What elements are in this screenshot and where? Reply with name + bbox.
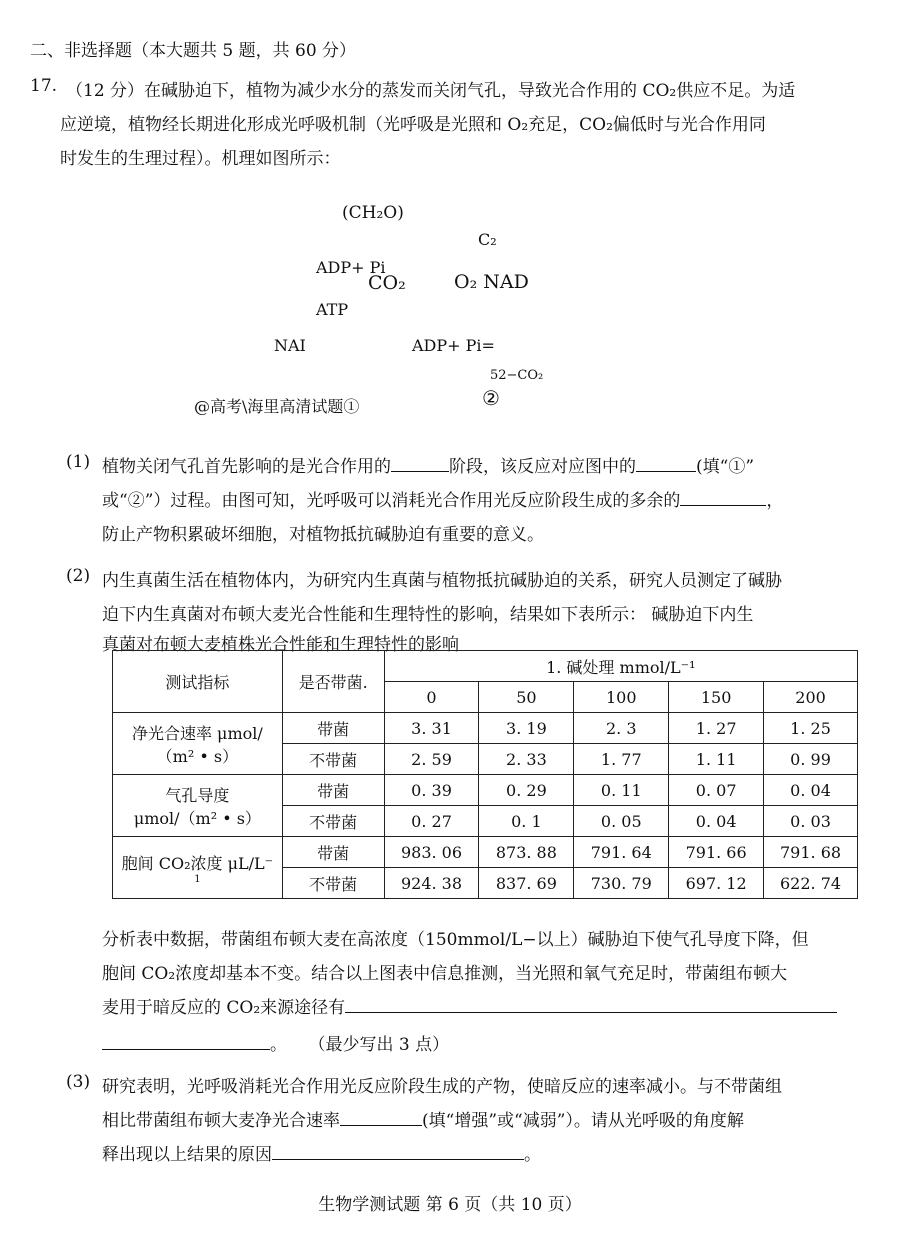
answer-blank-co2-sources[interactable] <box>345 996 837 1013</box>
diagram-atp: ATP <box>316 300 349 319</box>
fungus-cell: 不带菌 <box>282 806 384 837</box>
value-cell: 0. 27 <box>384 806 479 837</box>
part3-line3-text-b: 。 <box>524 1145 541 1165</box>
value-cell: 1. 11 <box>669 744 764 775</box>
value-cell: 1. 27 <box>669 713 764 744</box>
part3-line1: 研究表明，光呼吸消耗光合作用光反应阶段生成的产物，使暗反应的速率减小。与不带菌组 <box>102 1077 782 1097</box>
concentration-cell: 50 <box>479 682 574 713</box>
question-intro-line3: 时发生的生理过程）。机理如图所示： <box>60 149 341 169</box>
indicator-line: （m² • s） <box>156 746 239 766</box>
answer-blank-reason[interactable] <box>272 1143 524 1160</box>
table-caption: 真菌对布顿大麦植株光合性能和生理特性的影响 <box>102 635 459 655</box>
diagram-c2: C₂ <box>478 230 497 249</box>
fungus-cell: 不带菌 <box>282 868 384 899</box>
diagram-circle-2: ② <box>482 386 500 410</box>
concentration-cell: 200 <box>764 682 858 713</box>
analysis-line4 <box>102 1030 449 1055</box>
section-header: 二、非选择题（本大题共 5 题，共 60 分） <box>30 41 357 61</box>
part2-line2: 迫下内生真菌对布顿大麦光合性能和生理特性的影响，结果如下表所示： 碱胁迫下内生 <box>102 605 754 625</box>
part1-line3: 防止产物积累破坏细胞，对植物抵抗碱胁迫有重要的意义。 <box>102 525 544 545</box>
table-row <box>113 837 858 868</box>
part1-text-c: (填“①” <box>696 457 755 477</box>
value-cell: 791. 66 <box>669 837 764 868</box>
indicator-line: 净光合速率 μmol/ <box>131 723 263 743</box>
value-cell: 697. 12 <box>669 868 764 899</box>
value-cell: 983. 06 <box>384 837 479 868</box>
part2-number: (2) <box>66 566 91 586</box>
value-cell: 3. 19 <box>479 713 574 744</box>
question-intro-line1: （12 分）在碱胁迫下，植物为减少水分的蒸发而关闭气孔，导致光合作用的 CO₂供应不足。为适 <box>66 81 796 101</box>
table-row <box>113 713 858 744</box>
diagram-o2-nad: O₂ NAD <box>454 271 529 293</box>
value-cell: 0. 05 <box>574 806 669 837</box>
value-cell: 873. 88 <box>479 837 574 868</box>
indicator-line: 胞间 CO₂浓度 μL/L⁻ <box>121 853 274 873</box>
part2-line1: 内生真菌生活在植物体内，为研究内生真菌与植物抵抗碱胁迫的关系，研究人员测定了碱胁 <box>102 571 782 591</box>
answer-blank-process[interactable] <box>636 455 696 472</box>
value-cell: 0. 07 <box>669 775 764 806</box>
indicator-intercellular-co2 <box>113 837 283 899</box>
value-cell: 0. 1 <box>479 806 574 837</box>
value-cell: 0. 03 <box>764 806 858 837</box>
value-cell: 0. 99 <box>764 744 858 775</box>
value-cell: 2. 59 <box>384 744 479 775</box>
fungus-cell: 带菌 <box>282 837 384 868</box>
part1-number: (1) <box>66 452 91 472</box>
part3-line2-text-b: (填“增强”或“减弱”）。请从光呼吸的角度解 <box>422 1111 744 1131</box>
value-cell: 0. 29 <box>479 775 574 806</box>
answer-blank-products[interactable] <box>680 489 766 506</box>
indicator-net-photosynthesis <box>113 713 283 775</box>
concentration-cell: 150 <box>669 682 764 713</box>
value-cell: 2. 3 <box>574 713 669 744</box>
question-intro-line2: 应逆境，植物经长期进化形成光呼吸机制（光呼吸是光照和 O₂充足，CO₂偏低时与光合作用同 <box>60 115 766 135</box>
analysis-line2: 胞间 CO₂浓度却基本不变。结合以上图表中信息推测，当光照和氧气充足时，带菌组布顿大 <box>102 964 788 984</box>
diagram-watermark: @高考\海里高清试题① <box>194 397 360 416</box>
value-cell: 837. 69 <box>479 868 574 899</box>
value-cell: 0. 11 <box>574 775 669 806</box>
analysis-line3 <box>102 993 837 1018</box>
value-cell: 622. 74 <box>764 868 858 899</box>
value-cell: 791. 68 <box>764 837 858 868</box>
answer-blank-rate-change[interactable] <box>340 1109 422 1126</box>
part1-text-b: 阶段，该反应对应图中的 <box>449 457 636 477</box>
table-row <box>113 775 858 806</box>
fungus-cell: 带菌 <box>282 775 384 806</box>
part3-line2-text-a: 相比带菌组布顿大麦净光合速率 <box>102 1111 340 1131</box>
concentration-cell: 0 <box>384 682 479 713</box>
value-cell: 924. 38 <box>384 868 479 899</box>
part1-text-e: ， <box>766 491 784 511</box>
value-cell: 1. 77 <box>574 744 669 775</box>
indicator-line: 1 <box>194 873 201 885</box>
part3-number: (3) <box>66 1072 91 1092</box>
value-cell: 2. 33 <box>479 744 574 775</box>
diagram-ch2o: (CH₂O) <box>342 203 404 223</box>
diagram-co2: CO₂ <box>368 272 406 294</box>
value-cell: 730. 79 <box>574 868 669 899</box>
answer-blank-co2-sources-cont[interactable] <box>102 1033 270 1050</box>
fungus-cell: 不带菌 <box>282 744 384 775</box>
analysis-note: （最少写出 3 点） <box>317 1035 450 1055</box>
concentration-cell: 100 <box>574 682 669 713</box>
diagram-adp-pi-1: ADP+ Pi <box>316 258 386 277</box>
diagram-adp-pi-2: ADP+ Pi= <box>412 336 495 355</box>
part1-line2 <box>102 486 783 511</box>
header-indicator: 测试指标 <box>113 651 283 713</box>
diagram-nai: NAI <box>274 336 306 355</box>
part1-text-a: 植物关闭气孔首先影响的是光合作用的 <box>102 457 391 477</box>
analysis-line4-end: 。 <box>270 1035 287 1055</box>
analysis-line1: 分析表中数据，带菌组布顿大麦在高浓度（150mmol/L−以上）碱胁迫下使气孔导度下降，但 <box>102 930 809 950</box>
analysis-line3-text: 麦用于暗反应的 CO₂来源途径有 <box>102 998 346 1018</box>
value-cell: 3. 31 <box>384 713 479 744</box>
part3-line2 <box>102 1106 744 1131</box>
indicator-line: μmol/（m² • s） <box>133 808 261 828</box>
part1-line1 <box>102 452 754 477</box>
value-cell: 791. 64 <box>574 837 669 868</box>
value-cell: 1. 25 <box>764 713 858 744</box>
value-cell: 0. 04 <box>764 775 858 806</box>
page-footer: 生物学测试题 第 6 页（共 10 页） <box>318 1195 582 1215</box>
value-cell: 0. 04 <box>669 806 764 837</box>
diagram-52co2: 52−CO₂ <box>490 368 544 383</box>
header-treatment: 1. 碱处理 mmol/L⁻¹ <box>384 651 857 682</box>
header-fungus: 是否带菌. <box>282 651 384 713</box>
part3-line3-text-a: 释出现以上结果的原因 <box>102 1145 272 1165</box>
indicator-line: 气孔导度 <box>165 785 230 805</box>
question-number: 17. <box>30 76 58 96</box>
data-table <box>112 650 858 899</box>
indicator-stomatal-conductance <box>113 775 283 837</box>
fungus-cell: 带菌 <box>282 713 384 744</box>
part3-line3 <box>102 1140 541 1165</box>
part1-text-d: 或“②”）过程。由图可知，光呼吸可以消耗光合作用光反应阶段生成的多余的 <box>102 491 681 511</box>
table-header-row <box>113 651 858 682</box>
answer-blank-stage[interactable] <box>391 455 449 472</box>
value-cell: 0. 39 <box>384 775 479 806</box>
